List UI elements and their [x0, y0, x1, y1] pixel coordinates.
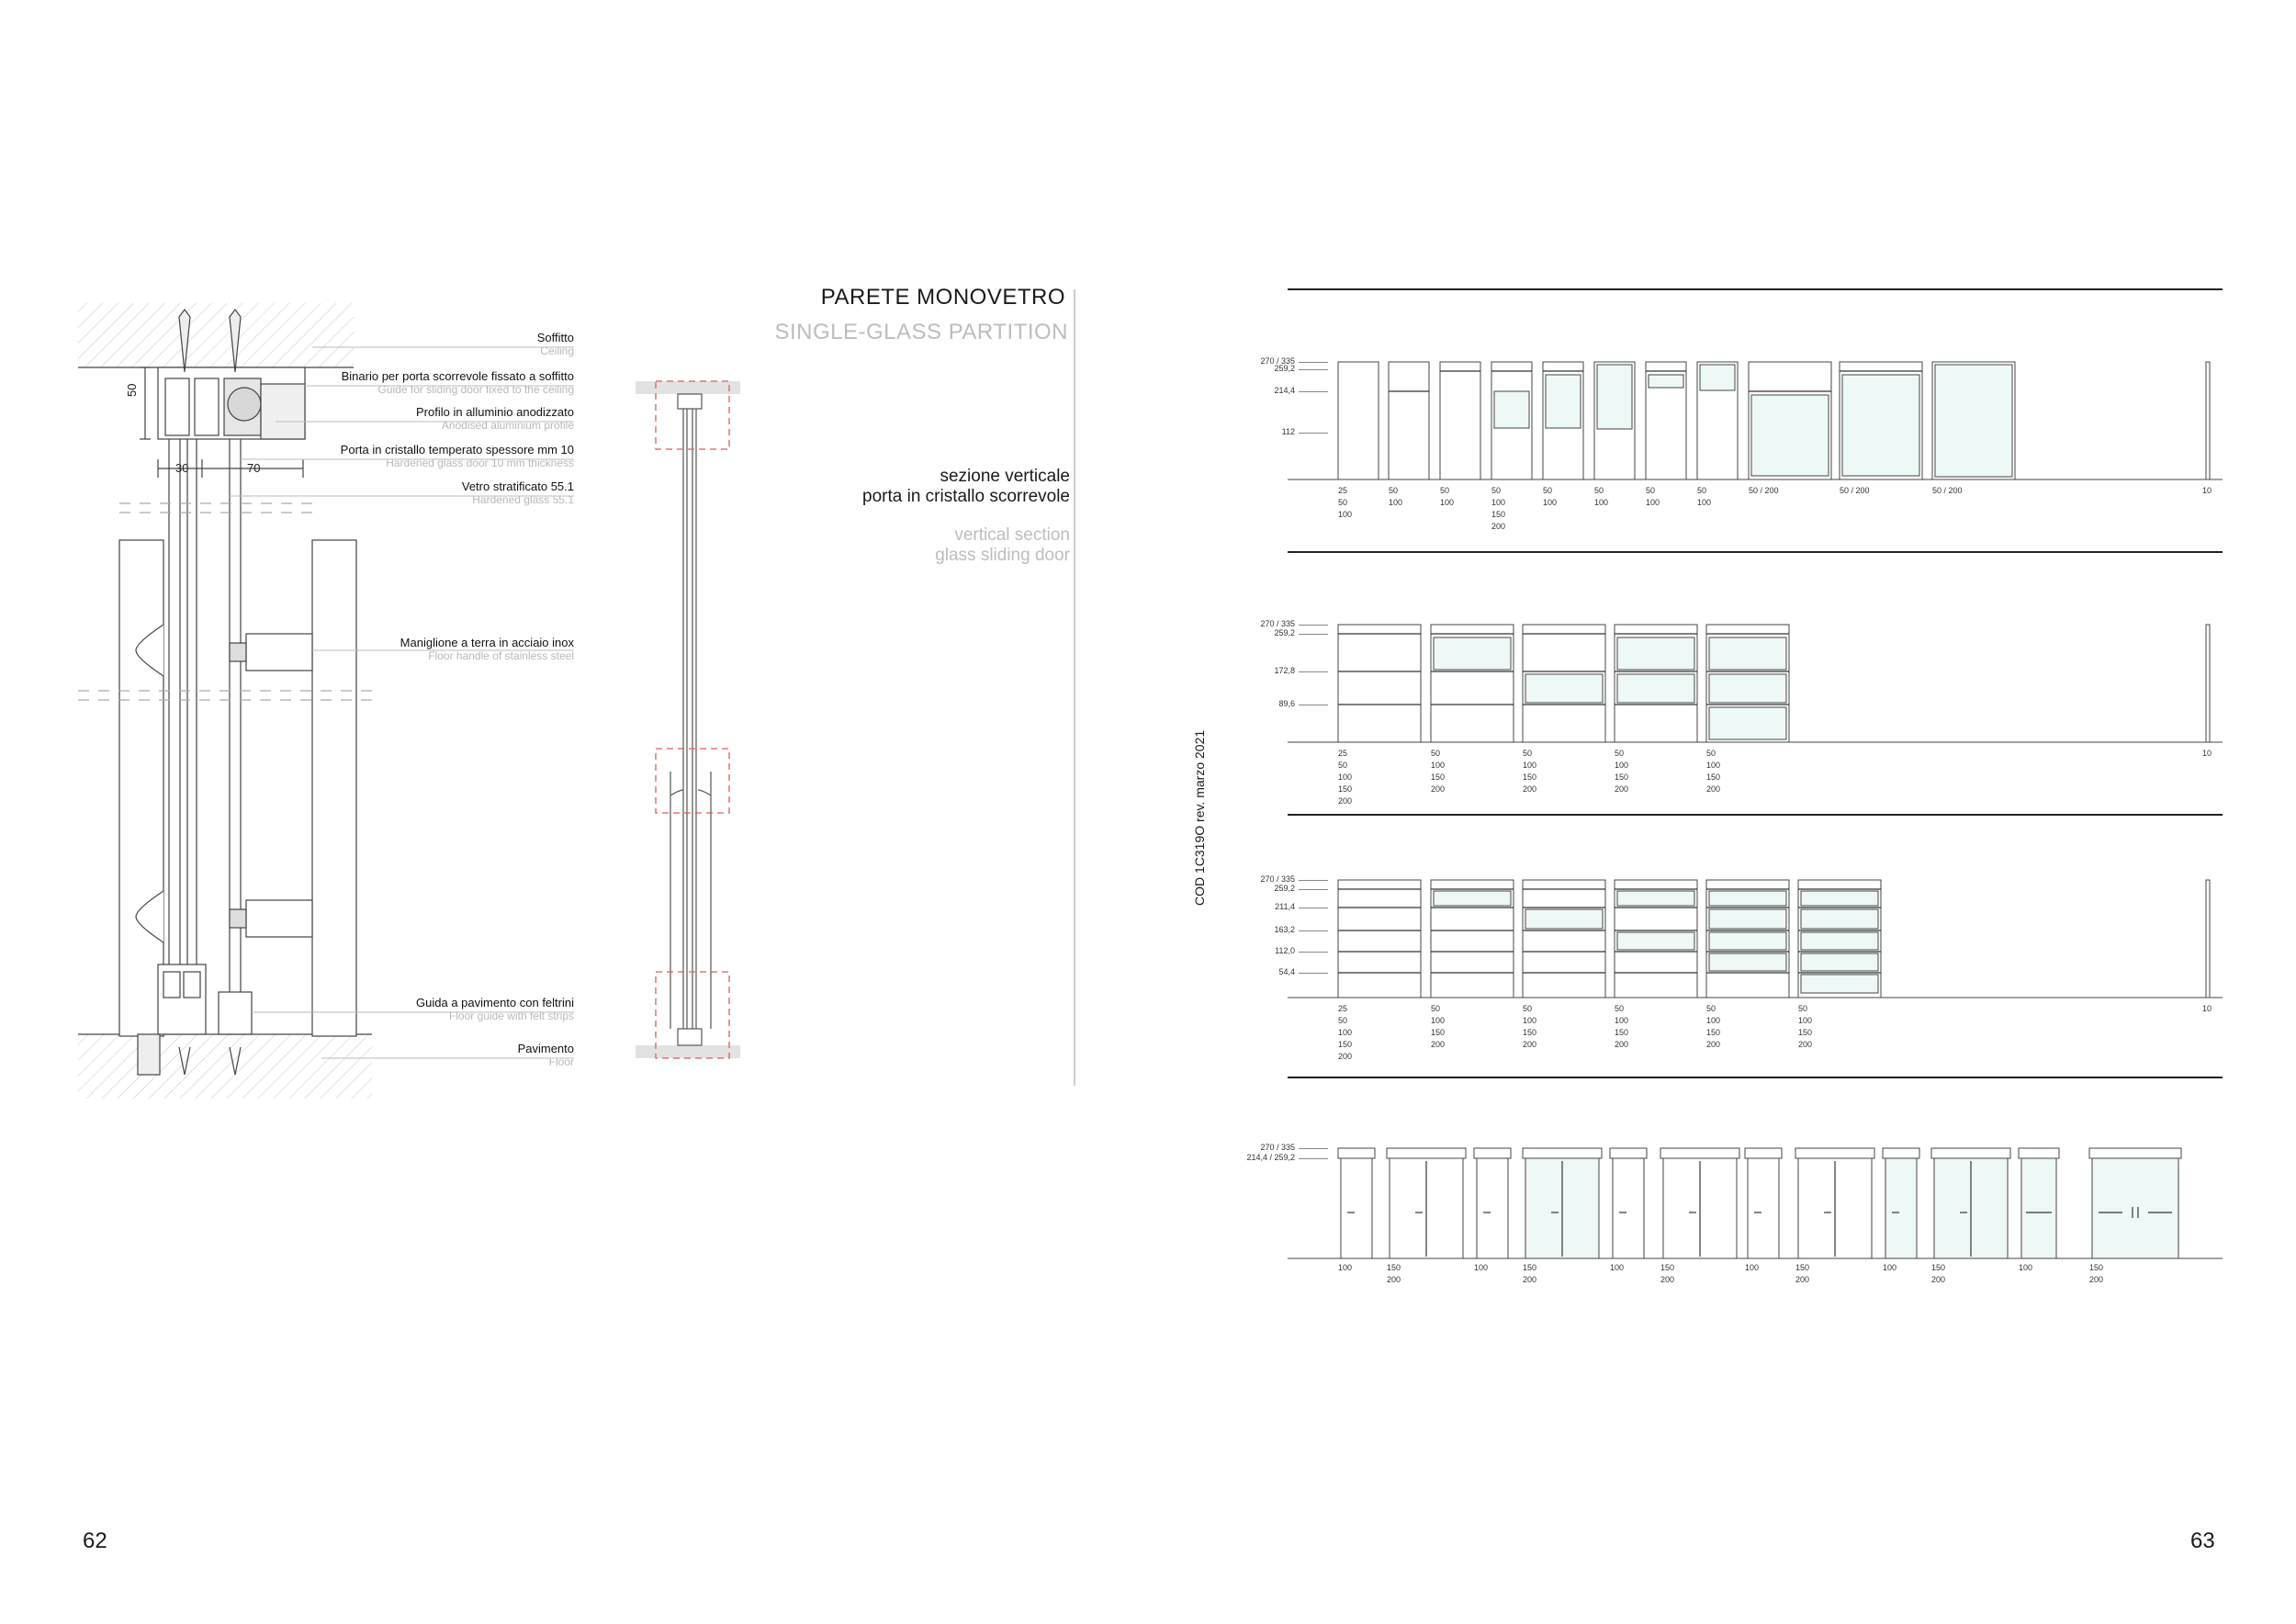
- width-value: 200: [1523, 1040, 1537, 1049]
- width-value: 200: [1523, 1275, 1537, 1284]
- glass-pane: [1434, 637, 1511, 670]
- width-value: 150: [1387, 1263, 1401, 1272]
- width-value: 200: [1431, 784, 1446, 794]
- width-options: [1706, 1003, 1720, 1051]
- width-value: 50: [1543, 486, 1553, 495]
- width-value: 50: [1706, 1004, 1716, 1013]
- glass-pane: [1709, 637, 1786, 670]
- height-tick: [1299, 952, 1328, 953]
- height-label: 259,2: [1274, 364, 1295, 373]
- width-value: 100: [1389, 498, 1403, 507]
- width-value: 50: [1338, 1016, 1348, 1025]
- width-value: 50: [1338, 498, 1348, 507]
- width-value: 200: [1338, 796, 1353, 806]
- glass-pane: [1801, 975, 1878, 993]
- width-value: 200: [1387, 1275, 1401, 1284]
- width-options: [1338, 1262, 1352, 1274]
- width-value: 100: [1706, 1016, 1721, 1025]
- door-header: [1883, 1148, 1919, 1158]
- width-value: 200: [1798, 1040, 1813, 1049]
- width-options: [1610, 1262, 1624, 1274]
- glass-pane: [1649, 375, 1683, 388]
- end-profile-width: 10: [2202, 749, 2212, 758]
- height-label: 211,4: [1275, 902, 1295, 911]
- dim-70: 70: [247, 461, 261, 475]
- width-value: 100: [1338, 1028, 1353, 1037]
- end-profile-width: 10: [2202, 486, 2212, 495]
- width-value: 100: [1697, 498, 1712, 507]
- width-options: [1795, 1262, 1809, 1286]
- section-title-it-line1: sezione verticale: [940, 467, 1070, 486]
- glass-pane: [1434, 891, 1511, 906]
- door-header: [1931, 1148, 2010, 1158]
- width-value: 100: [1798, 1016, 1813, 1025]
- glass-pane: [1709, 707, 1786, 739]
- width-value: 50: [1431, 749, 1441, 758]
- width-options: [1749, 485, 1779, 497]
- width-value: 200: [1615, 1040, 1629, 1049]
- width-value: 100: [1431, 1016, 1446, 1025]
- width-value: 50: [1440, 486, 1450, 495]
- height-tick: [1299, 369, 1328, 370]
- width-options: [1745, 1262, 1759, 1274]
- height-tick: [1299, 634, 1328, 635]
- door-header: [1523, 1148, 1602, 1158]
- end-profile: [2206, 625, 2210, 742]
- height-tick: [1299, 362, 1328, 363]
- document-code: COD 1C319O rev. marzo 2021: [1192, 729, 1207, 906]
- width-value: 100: [1615, 1016, 1629, 1025]
- glass-pane: [1801, 953, 1878, 971]
- width-options: [1389, 485, 1402, 509]
- end-profile-width: 10: [2202, 1004, 2212, 1013]
- width-value: 100: [1491, 498, 1506, 507]
- height-label: 270 / 335: [1260, 619, 1295, 628]
- page-number-left: 62: [83, 1528, 107, 1553]
- width-value: 100: [1338, 510, 1353, 519]
- width-options: [2019, 1262, 2032, 1274]
- width-value: 100: [1883, 1263, 1897, 1272]
- width-value: 50: [1523, 1004, 1533, 1013]
- width-value: 200: [1706, 1040, 1721, 1049]
- height-tick: [1299, 1148, 1328, 1149]
- door-leaf: [2092, 1158, 2178, 1258]
- glass-pane: [1709, 891, 1786, 906]
- width-options: [1491, 485, 1505, 533]
- door-leaf: [1748, 1158, 1779, 1258]
- width-options: [1660, 1262, 1674, 1286]
- door-header: [1795, 1148, 1874, 1158]
- door-leaf: [1341, 1158, 1372, 1258]
- width-options: [1387, 1262, 1401, 1286]
- width-value: 50: [1491, 486, 1502, 495]
- configuration-row-3: [1338, 880, 2210, 998]
- door-header: [1387, 1148, 1466, 1158]
- width-value: 200: [1615, 784, 1629, 794]
- height-label: 259,2: [1274, 884, 1295, 893]
- width-value: 100: [1338, 773, 1353, 782]
- glass-pane: [1700, 365, 1735, 390]
- height-label: 54,4: [1278, 967, 1295, 976]
- width-value: 150: [1338, 784, 1353, 794]
- height-tick: [1299, 1158, 1328, 1159]
- partition-panel: [1523, 880, 1605, 998]
- width-value: 50: [1706, 749, 1716, 758]
- width-value: 100: [1610, 1263, 1625, 1272]
- width-value: 25: [1338, 1004, 1348, 1013]
- width-value: 200: [1491, 522, 1506, 531]
- glass-pane: [1801, 932, 1878, 950]
- height-label: 112: [1281, 427, 1295, 436]
- width-options: [1931, 1262, 1945, 1286]
- glass-pane: [1617, 674, 1694, 703]
- label-floor-handle: Maniglione a terra in acciaio inox Floor handle of stainless steel: [400, 636, 574, 662]
- width-value: 50: [1646, 486, 1656, 495]
- width-value: 50: [1594, 486, 1604, 495]
- glass-pane: [1842, 375, 1919, 476]
- label-laminated-glass: Vetro stratificato 55.1 Hardened glass 55.1: [461, 479, 574, 506]
- door-header: [1660, 1148, 1739, 1158]
- width-options: [1474, 1262, 1488, 1274]
- door-leaf: [1613, 1158, 1644, 1258]
- width-value: 200: [1931, 1275, 1946, 1284]
- height-label: 270 / 335: [1260, 356, 1295, 366]
- width-value: 150: [1798, 1028, 1813, 1037]
- partition-panel: [1338, 362, 1379, 479]
- width-value: 100: [1543, 498, 1558, 507]
- height-tick: [1299, 930, 1328, 931]
- door-header: [1474, 1148, 1511, 1158]
- height-tick: [1299, 625, 1328, 626]
- door-header: [1338, 1148, 1375, 1158]
- glass-pane: [1525, 674, 1603, 703]
- width-value: 200: [1338, 1052, 1353, 1061]
- door-leaf: [1885, 1158, 1917, 1258]
- width-value: 150: [2089, 1263, 2104, 1272]
- configuration-row-2: [1338, 625, 2210, 742]
- width-value: 50: [1798, 1004, 1808, 1013]
- height-label: 89,6: [1278, 699, 1295, 708]
- height-tick: [1299, 880, 1328, 881]
- dim-30: 30: [175, 461, 189, 475]
- label-ceiling-guide: Binario per porta scorrevole fissato a soffitto Guide for sliding door fixed to the ceiling: [341, 369, 574, 396]
- glass-pane: [1494, 391, 1529, 428]
- width-value: 100: [1338, 1263, 1353, 1272]
- section-title-it-line2: porta in cristallo scorrevole: [862, 487, 1070, 506]
- width-options: [1798, 1003, 1812, 1051]
- door-header: [2019, 1148, 2059, 1158]
- label-hardened-glass-door: Porta in cristallo temperato spessore mm 10 Hardened glass door 10 mm thickness: [340, 443, 574, 469]
- width-value: 150: [1523, 1263, 1537, 1272]
- width-options: [1523, 748, 1536, 795]
- width-value: 200: [1660, 1275, 1675, 1284]
- width-value: 100: [1646, 498, 1660, 507]
- glass-pane: [1709, 674, 1786, 703]
- glass-pane: [1546, 375, 1581, 428]
- partition-panel: [1338, 625, 1421, 742]
- height-label: 163,2: [1274, 925, 1295, 934]
- door-leaf: [2021, 1158, 2056, 1258]
- width-options: [1615, 1003, 1628, 1051]
- label-ceiling: Soffitto Ceiling: [536, 331, 574, 357]
- width-value: 100: [1615, 761, 1629, 770]
- width-value: 50: [1615, 1004, 1625, 1013]
- partition-panel: [1440, 362, 1480, 479]
- width-value: 150: [1523, 773, 1537, 782]
- width-value: 150: [1660, 1263, 1675, 1272]
- width-value: 100: [2019, 1263, 2033, 1272]
- width-value: 200: [2089, 1275, 2104, 1284]
- glass-pane: [1709, 909, 1786, 929]
- partition-panel: [1338, 880, 1421, 998]
- width-value: 100: [1745, 1263, 1760, 1272]
- height-label: 259,2: [1274, 628, 1295, 637]
- width-value: 50: [1338, 761, 1348, 770]
- partition-panel: [1389, 362, 1429, 479]
- width-value: 150: [1615, 1028, 1629, 1037]
- width-value: 50 / 200: [1840, 486, 1870, 495]
- width-options: [1431, 748, 1445, 795]
- width-value: 150: [1706, 1028, 1721, 1037]
- width-options: [1440, 485, 1454, 509]
- width-value: 200: [1795, 1275, 1810, 1284]
- width-value: 100: [1706, 761, 1721, 770]
- width-value: 50: [1615, 749, 1625, 758]
- width-value: 100: [1523, 1016, 1537, 1025]
- width-value: 100: [1474, 1263, 1489, 1272]
- width-value: 50: [1697, 486, 1707, 495]
- width-value: 100: [1594, 498, 1609, 507]
- page-number-right: 63: [2190, 1528, 2215, 1553]
- width-value: 150: [1338, 1040, 1353, 1049]
- glass-pane: [1597, 365, 1632, 429]
- width-value: 50: [1389, 486, 1399, 495]
- width-options: [2089, 1262, 2103, 1286]
- width-value: 25: [1338, 486, 1348, 495]
- width-options: [1338, 485, 1352, 521]
- door-header: [1745, 1148, 1782, 1158]
- door-header: [2089, 1148, 2181, 1158]
- width-value: 50: [1523, 749, 1533, 758]
- width-options: [1523, 1262, 1536, 1286]
- width-options: [1594, 485, 1608, 509]
- height-label: 270 / 335: [1260, 874, 1295, 884]
- configuration-row-4: [1338, 1148, 2181, 1258]
- dim-50: 50: [125, 383, 139, 397]
- height-tick: [1299, 391, 1328, 392]
- glass-pane: [1751, 395, 1829, 476]
- width-options: [1932, 485, 1963, 497]
- width-value: 150: [1706, 773, 1721, 782]
- page-title: PARETE MONOVETRO: [820, 285, 1065, 310]
- height-label: 270 / 335: [1260, 1143, 1295, 1152]
- glass-pane: [1709, 932, 1786, 950]
- width-value: 150: [1615, 773, 1629, 782]
- glass-pane: [1801, 909, 1878, 929]
- height-label: 214,4 / 259,2: [1246, 1153, 1295, 1162]
- width-value: 150: [1931, 1263, 1946, 1272]
- width-value: 200: [1706, 784, 1721, 794]
- label-floor: Pavimento Floor: [517, 1042, 574, 1068]
- width-value: 25: [1338, 749, 1348, 758]
- glass-pane: [1617, 637, 1694, 670]
- width-value: 200: [1431, 1040, 1446, 1049]
- height-tick: [1299, 671, 1328, 672]
- width-options: [1646, 485, 1660, 509]
- width-options: [1840, 485, 1870, 497]
- end-profile: [2206, 880, 2210, 998]
- width-options: [1338, 748, 1352, 807]
- width-value: 150: [1491, 510, 1506, 519]
- width-value: 100: [1431, 761, 1446, 770]
- width-value: 50: [1431, 1004, 1441, 1013]
- height-tick: [1299, 889, 1328, 890]
- height-label: 172,8: [1274, 666, 1295, 675]
- width-options: [1697, 485, 1711, 509]
- label-aluminium-profile: Profilo in alluminio anodizzato Anodised aluminium profile: [416, 405, 574, 432]
- door-leaf: [1477, 1158, 1508, 1258]
- width-value: 150: [1523, 1028, 1537, 1037]
- width-options: [1523, 1003, 1536, 1051]
- width-options: [1883, 1262, 1896, 1274]
- page-subtitle: SINGLE-GLASS PARTITION: [774, 320, 1068, 344]
- height-tick: [1299, 973, 1328, 974]
- width-options: [1431, 1003, 1445, 1051]
- section-title-en-line1: vertical section: [954, 525, 1070, 545]
- door-header: [1610, 1148, 1647, 1158]
- glass-pane: [1525, 909, 1603, 929]
- width-value: 150: [1431, 1028, 1446, 1037]
- configuration-row-1: [1338, 362, 2210, 479]
- width-value: 150: [1795, 1263, 1810, 1272]
- width-options: [1615, 748, 1628, 795]
- width-value: 50 / 200: [1749, 486, 1779, 495]
- glass-pane: [1801, 891, 1878, 906]
- width-options: [1706, 748, 1720, 795]
- end-profile: [2206, 362, 2210, 479]
- width-value: 50 / 200: [1932, 486, 1963, 495]
- width-options: [1543, 485, 1557, 509]
- width-value: 200: [1523, 784, 1537, 794]
- glass-pane: [1617, 891, 1694, 906]
- height-label: 112,0: [1275, 946, 1295, 955]
- width-options: [1338, 1003, 1352, 1063]
- width-value: 100: [1440, 498, 1455, 507]
- height-label: 214,4: [1274, 386, 1295, 395]
- section-title-en-line2: glass sliding door: [935, 546, 1070, 565]
- width-value: 100: [1523, 761, 1537, 770]
- glass-pane: [1617, 932, 1694, 950]
- glass-pane: [1709, 953, 1786, 971]
- label-floor-guide: Guida a pavimento con feltrini Floor guide with felt strips: [416, 996, 574, 1022]
- height-tick: [1299, 433, 1328, 434]
- width-value: 150: [1431, 773, 1446, 782]
- glass-pane: [1935, 365, 2012, 477]
